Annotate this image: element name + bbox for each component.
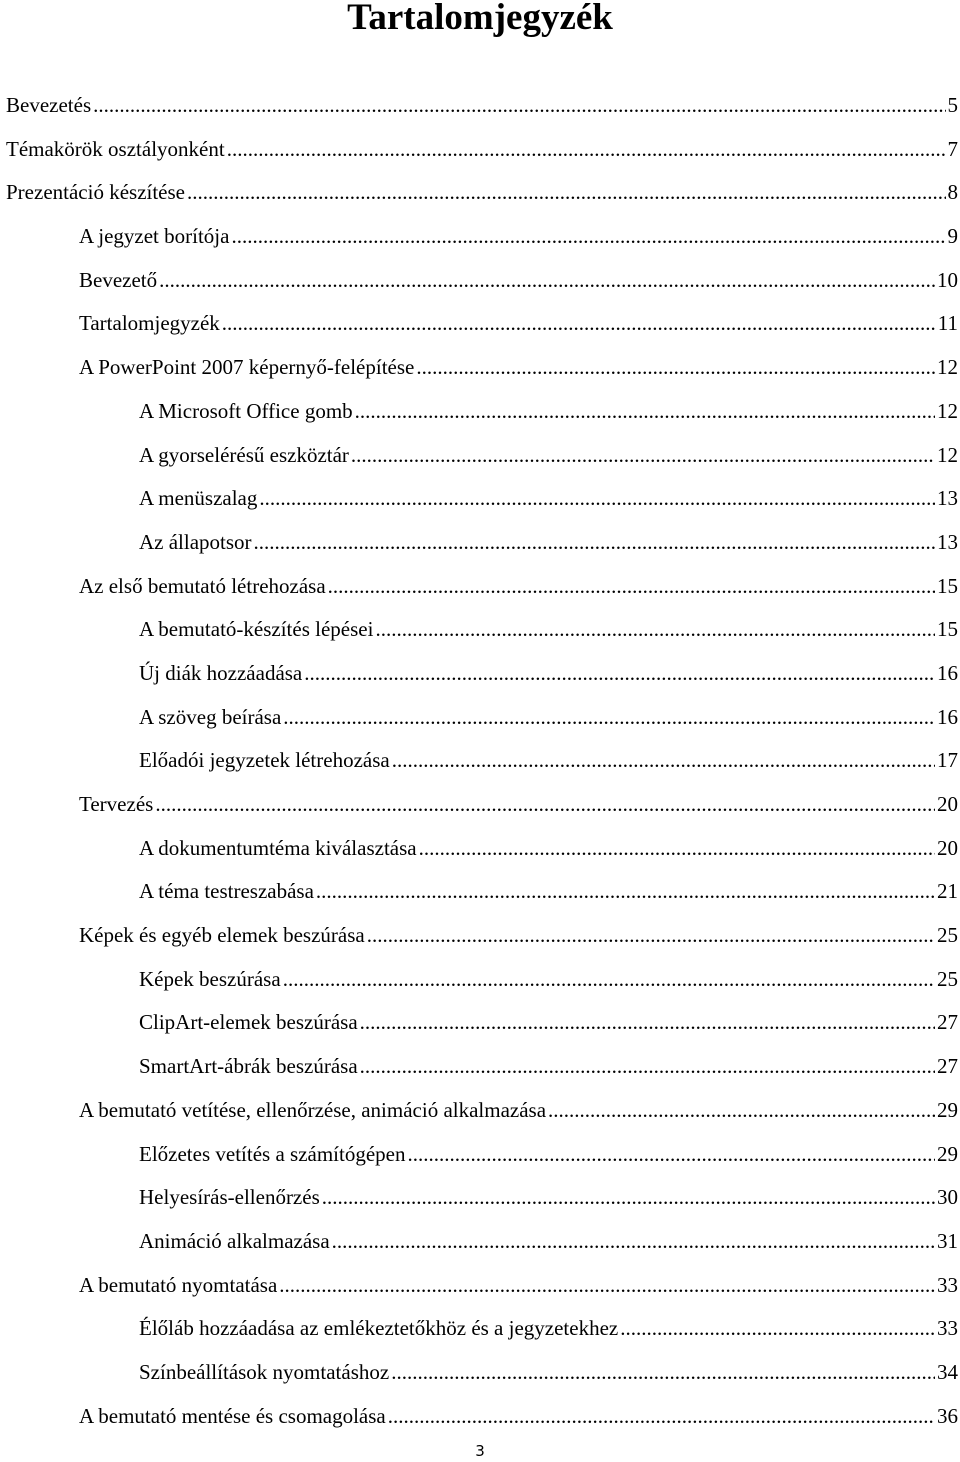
toc-entry-label: A dokumentumtéma kiválasztása: [139, 835, 417, 860]
toc-entry-label: Képek beszúrása: [139, 966, 281, 991]
toc-entry-label: A gyorselérésű eszköztár: [139, 442, 349, 467]
toc-entry[interactable]: [0, 215, 960, 259]
toc-leader-dots: [391, 1351, 935, 1395]
toc-leader-dots: [360, 1001, 935, 1045]
toc-entry-page: 10: [937, 267, 958, 292]
toc-entry[interactable]: [0, 914, 960, 958]
toc-leader-dots: [392, 739, 935, 783]
toc-leader-dots: [93, 84, 945, 128]
toc-leader-dots: [419, 827, 935, 871]
toc-entry[interactable]: [0, 1307, 960, 1351]
toc-entry-page: 16: [937, 660, 958, 685]
toc-entry-page: 34: [937, 1359, 958, 1384]
toc-entry[interactable]: [0, 1001, 960, 1045]
toc-entry-page: 8: [947, 180, 958, 205]
toc-entry[interactable]: [0, 259, 960, 303]
toc-leader-dots: [375, 608, 935, 652]
toc-entry-label: Az első bemutató létrehozása: [79, 573, 326, 598]
page-title: Tartalomjegyzék: [347, 0, 613, 38]
toc-entry-page: 15: [937, 573, 958, 598]
toc-entry-label: A Microsoft Office gomb: [139, 398, 353, 423]
toc-entry[interactable]: [0, 521, 960, 565]
toc-entry-page: 30: [937, 1185, 958, 1210]
toc-entry-label: Helyesírás-ellenőrzés: [139, 1185, 320, 1210]
toc-entry[interactable]: [0, 434, 960, 478]
toc-leader-dots: [304, 652, 935, 696]
toc-entry-label: Animáció alkalmazása: [139, 1228, 330, 1253]
toc-entry-page: 20: [937, 792, 958, 816]
toc-entry[interactable]: [0, 696, 960, 740]
toc-entry-label: A PowerPoint 2007 képernyő-felépítése: [79, 355, 415, 380]
toc-entry-label: A bemutató nyomtatása: [79, 1272, 278, 1297]
toc-leader-dots: [332, 1220, 935, 1264]
toc-entry-page: 13: [937, 529, 958, 554]
toc-leader-dots: [283, 958, 935, 1002]
toc-entry-label: Tervezés: [79, 792, 154, 816]
toc-leader-dots: [159, 259, 935, 303]
toc-entry-label: Bevezetés: [6, 93, 92, 117]
toc-leader-dots: [388, 1395, 935, 1439]
toc-entry-page: 36: [937, 1403, 958, 1428]
toc-entry[interactable]: [0, 1220, 960, 1264]
toc-entry[interactable]: [0, 84, 960, 128]
toc-entry-label: Képek és egyéb elemek beszúrása: [79, 923, 365, 948]
toc-entry[interactable]: [0, 565, 960, 609]
toc-leader-dots: [620, 1307, 935, 1351]
toc-entry[interactable]: [0, 390, 960, 434]
toc-entry-page: 21: [937, 879, 958, 904]
toc-entry[interactable]: [0, 346, 960, 390]
toc-entry-label: A bemutató-készítés lépései: [139, 617, 374, 642]
toc-entry-page: 11: [937, 311, 958, 336]
toc-entry-page: 29: [937, 1097, 958, 1122]
toc-entry-label: A jegyzet borítója: [79, 224, 230, 249]
toc-entry-page: 31: [937, 1228, 958, 1253]
toc-entry[interactable]: [0, 171, 960, 215]
toc-leader-dots: [222, 302, 936, 346]
toc-entry-label: Bevezető: [79, 267, 158, 292]
toc-entry-label: Előadói jegyzetek létrehozása: [139, 748, 390, 773]
toc-entry-page: 20: [937, 835, 958, 860]
toc-entry-label: Előzetes vetítés a számítógépen: [139, 1141, 406, 1166]
toc-leader-dots: [155, 783, 935, 827]
toc-entry-label: Prezentáció készítése: [6, 180, 185, 205]
toc-entry[interactable]: [0, 1045, 960, 1089]
toc-entry-page: 25: [937, 966, 958, 991]
toc-entry-label: A menüszalag: [139, 486, 258, 511]
toc-entry-page: 12: [937, 355, 958, 380]
toc-entry-label: Témakörök osztályonként: [6, 136, 225, 161]
toc-entry[interactable]: [0, 128, 960, 172]
toc-leader-dots: [231, 215, 945, 259]
toc-leader-dots: [283, 696, 935, 740]
toc-entry-page: 9: [947, 224, 958, 249]
toc-leader-dots: [322, 1176, 935, 1220]
toc-leader-dots: [316, 870, 935, 914]
toc-entry-page: 12: [937, 398, 958, 423]
toc-entry-page: 16: [937, 704, 958, 729]
toc-entry-page: 27: [937, 1054, 958, 1079]
toc-leader-dots: [416, 346, 935, 390]
toc-entry[interactable]: [0, 870, 960, 914]
toc-leader-dots: [355, 390, 935, 434]
table-of-contents: [0, 84, 960, 1438]
toc-entry-label: SmartArt-ábrák beszúrása: [139, 1054, 358, 1079]
toc-entry-page: 17: [937, 748, 958, 773]
toc-leader-dots: [279, 1264, 935, 1308]
toc-entry[interactable]: [0, 783, 960, 827]
toc-entry-label: Új diák hozzáadása: [139, 660, 303, 685]
toc-entry-page: 25: [937, 923, 958, 948]
toc-entry-page: 33: [937, 1272, 958, 1297]
toc-entry-label: ClipArt-elemek beszúrása: [139, 1010, 358, 1035]
toc-entry-label: Színbeállítások nyomtatáshoz: [139, 1359, 390, 1384]
toc-entry[interactable]: [0, 1176, 960, 1220]
toc-entry[interactable]: [0, 958, 960, 1002]
toc-entry[interactable]: [0, 739, 960, 783]
toc-leader-dots: [548, 1089, 935, 1133]
toc-entry-page: 29: [937, 1141, 958, 1166]
toc-entry[interactable]: [0, 827, 960, 871]
toc-entry[interactable]: [0, 608, 960, 652]
toc-entry[interactable]: [0, 1133, 960, 1177]
toc-entry-label: A szöveg beírása: [139, 704, 282, 729]
toc-entry-label: A téma testreszabása: [139, 879, 314, 904]
toc-leader-dots: [328, 565, 935, 609]
toc-entry-page: 5: [947, 93, 958, 117]
toc-entry-label: Az állapotsor: [139, 529, 252, 554]
toc-entry-label: A bemutató vetítése, ellenőrzése, animáció alkalmazása: [79, 1097, 547, 1122]
toc-entry-label: Élőláb hozzáadása az emlékeztetőkhöz és a jegyzetekhez: [139, 1316, 619, 1341]
toc-entry-page: 12: [937, 442, 958, 467]
toc-entry[interactable]: [0, 652, 960, 696]
toc-entry-page: 7: [947, 136, 958, 161]
toc-entry-page: 33: [937, 1316, 958, 1341]
toc-leader-dots: [407, 1133, 935, 1177]
toc-entry[interactable]: [0, 477, 960, 521]
toc-entry[interactable]: [0, 1264, 960, 1308]
toc-leader-dots: [259, 477, 935, 521]
toc-leader-dots: [187, 171, 946, 215]
toc-entry-page: 27: [937, 1010, 958, 1035]
toc-entry-page: 13: [937, 486, 958, 511]
toc-entry-label: Tartalomjegyzék: [79, 311, 220, 336]
toc-leader-dots: [367, 914, 935, 958]
toc-leader-dots: [254, 521, 935, 565]
toc-leader-dots: [351, 434, 935, 478]
toc-entry[interactable]: [0, 1351, 960, 1395]
toc-leader-dots: [360, 1045, 935, 1089]
page-number: 3: [475, 1442, 485, 1460]
toc-entry-label: A bemutató mentése és csomagolása: [79, 1403, 386, 1428]
toc-entry[interactable]: [0, 302, 960, 346]
toc-entry-page: 15: [937, 617, 958, 642]
toc-entry[interactable]: [0, 1089, 960, 1133]
toc-entry[interactable]: [0, 1395, 960, 1439]
toc-leader-dots: [227, 128, 946, 172]
